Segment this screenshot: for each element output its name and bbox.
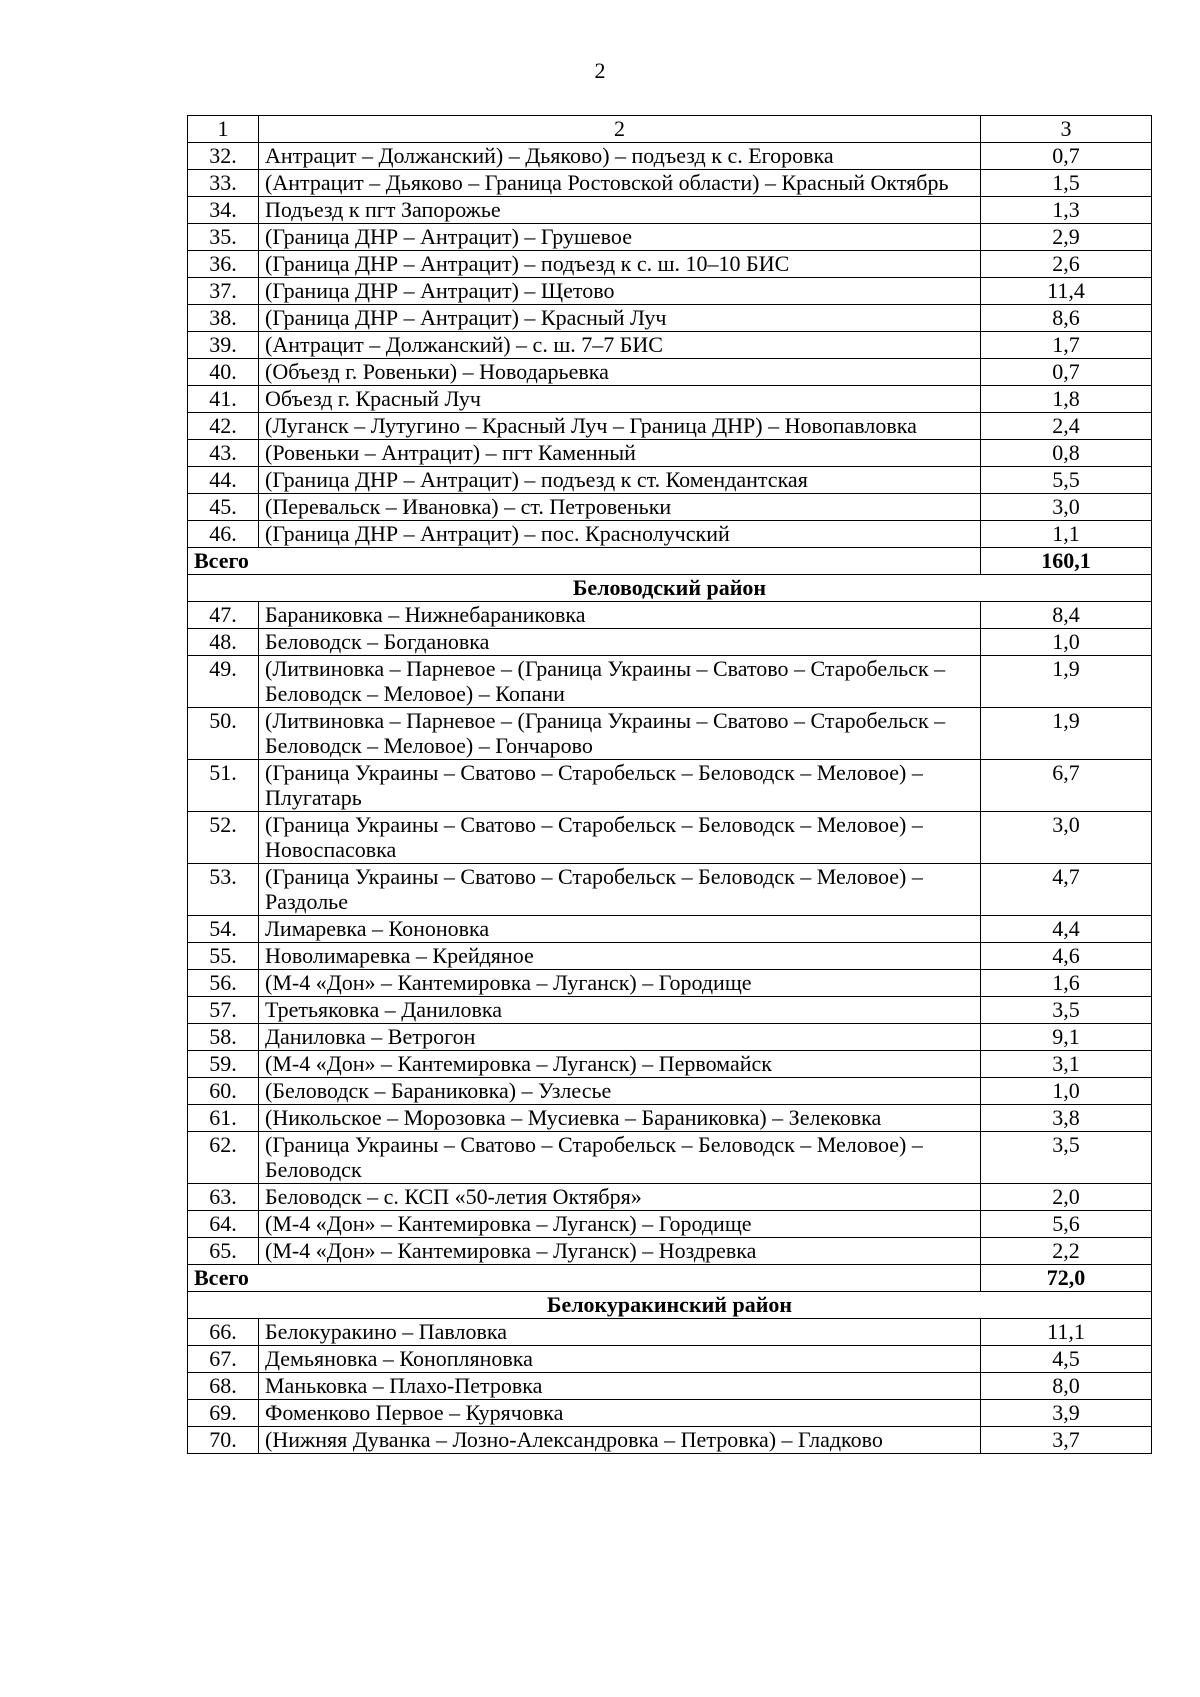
road-name: Подъезд к пгт Запорожье <box>259 197 981 224</box>
road-name: (Беловодск – Бараниковка) – Узлесье <box>259 1078 981 1105</box>
table-row <box>188 1024 1152 1051</box>
total-row <box>188 1265 1152 1292</box>
row-number: 67. <box>188 1346 259 1373</box>
table-row <box>188 494 1152 521</box>
section-header-row <box>188 575 1152 602</box>
table-row <box>188 1427 1152 1454</box>
row-number: 66. <box>188 1319 259 1346</box>
row-number: 65. <box>188 1238 259 1265</box>
road-name: (М-4 «Дон» – Кантемировка – Луганск) – Первомайск <box>259 1051 981 1078</box>
row-number: 34. <box>188 197 259 224</box>
row-number: 57. <box>188 997 259 1024</box>
road-length: 1,6 <box>981 970 1152 997</box>
row-number: 61. <box>188 1105 259 1132</box>
row-number: 47. <box>188 602 259 629</box>
road-length: 2,2 <box>981 1238 1152 1265</box>
table-row <box>188 1132 1152 1184</box>
row-number: 44. <box>188 467 259 494</box>
row-number: 52. <box>188 812 259 864</box>
road-name: Лимаревка – Кононовка <box>259 916 981 943</box>
column-index-1: 1 <box>188 116 259 143</box>
road-name: (М-4 «Дон» – Кантемировка – Луганск) – Городище <box>259 970 981 997</box>
column-index-3: 3 <box>981 116 1152 143</box>
table-row <box>188 197 1152 224</box>
table-row <box>188 997 1152 1024</box>
road-name: (Граница ДНР – Антрацит) – пос. Краснолучский <box>259 521 981 548</box>
road-name: Третьяковка – Даниловка <box>259 997 981 1024</box>
road-length: 2,6 <box>981 251 1152 278</box>
row-number: 48. <box>188 629 259 656</box>
table-row <box>188 170 1152 197</box>
row-number: 37. <box>188 278 259 305</box>
section-header-row <box>188 1292 1152 1319</box>
road-length: 11,4 <box>981 278 1152 305</box>
road-name: (Граница ДНР – Антрацит) – подъезд к ст. Комендантская <box>259 467 981 494</box>
road-length: 5,5 <box>981 467 1152 494</box>
total-label: Всего <box>188 1265 981 1292</box>
road-name: (Антрацит – Дьяково – Граница Ростовской области) – Красный Октябрь <box>259 170 981 197</box>
table-row <box>188 413 1152 440</box>
table-row <box>188 864 1152 916</box>
road-length: 4,6 <box>981 943 1152 970</box>
table-row <box>188 1238 1152 1265</box>
road-name: Новолимаревка – Крейдяное <box>259 943 981 970</box>
road-name: (Граница ДНР – Антрацит) – Щетово <box>259 278 981 305</box>
row-number: 56. <box>188 970 259 997</box>
row-number: 42. <box>188 413 259 440</box>
total-label: Всего <box>188 548 981 575</box>
road-name: (Граница Украины – Сватово – Старобельск – Беловодск – Меловое) – Плугатарь <box>259 760 981 812</box>
table-row <box>188 812 1152 864</box>
road-name: (Литвиновка – Парневое – (Граница Украины – Сватово – Старобельск – Беловодск – Меловое) – Гончарово <box>259 708 981 760</box>
road-name: Даниловка – Ветрогон <box>259 1024 981 1051</box>
road-name: Белокуракино – Павловка <box>259 1319 981 1346</box>
table-row <box>188 1051 1152 1078</box>
row-number: 58. <box>188 1024 259 1051</box>
road-length: 1,0 <box>981 1078 1152 1105</box>
row-number: 32. <box>188 143 259 170</box>
road-length: 2,4 <box>981 413 1152 440</box>
road-length: 9,1 <box>981 1024 1152 1051</box>
table-row <box>188 1184 1152 1211</box>
table-row <box>188 332 1152 359</box>
road-length: 11,1 <box>981 1319 1152 1346</box>
road-name: (Граница Украины – Сватово – Старобельск – Беловодск – Меловое) – Беловодск <box>259 1132 981 1184</box>
road-length: 4,7 <box>981 864 1152 916</box>
row-number: 45. <box>188 494 259 521</box>
road-length: 1,3 <box>981 197 1152 224</box>
road-name: (Ровеньки – Антрацит) – пгт Каменный <box>259 440 981 467</box>
row-number: 40. <box>188 359 259 386</box>
road-name: (Объезд г. Ровеньки) – Новодарьевка <box>259 359 981 386</box>
road-name: (Луганск – Лутугино – Красный Луч – Граница ДНР) – Новопавловка <box>259 413 981 440</box>
road-name: (Никольское – Морозовка – Мусиевка – Бараниковка) – Зелековка <box>259 1105 981 1132</box>
table-row <box>188 143 1152 170</box>
row-number: 43. <box>188 440 259 467</box>
district-title: Беловодский район <box>188 575 1152 602</box>
row-number: 60. <box>188 1078 259 1105</box>
road-length: 3,1 <box>981 1051 1152 1078</box>
road-name: (Литвиновка – Парневое – (Граница Украины – Сватово – Старобельск – Беловодск – Меловое) – Копани <box>259 656 981 708</box>
table-row <box>188 1211 1152 1238</box>
road-length: 4,5 <box>981 1346 1152 1373</box>
table-row <box>188 1373 1152 1400</box>
road-length: 8,6 <box>981 305 1152 332</box>
table-row <box>188 278 1152 305</box>
row-number: 54. <box>188 916 259 943</box>
road-length: 0,8 <box>981 440 1152 467</box>
road-length: 5,6 <box>981 1211 1152 1238</box>
table-row <box>188 521 1152 548</box>
table-row <box>188 467 1152 494</box>
row-number: 51. <box>188 760 259 812</box>
table-row <box>188 1346 1152 1373</box>
district-title: Белокуракинский район <box>188 1292 1152 1319</box>
table-row <box>188 224 1152 251</box>
road-name: (Антрацит – Должанский) – с. ш. 7–7 БИС <box>259 332 981 359</box>
table-row <box>188 629 1152 656</box>
road-length: 8,0 <box>981 1373 1152 1400</box>
row-number: 49. <box>188 656 259 708</box>
total-value: 72,0 <box>981 1265 1152 1292</box>
total-value: 160,1 <box>981 548 1152 575</box>
table-body <box>188 143 1152 1454</box>
road-length: 3,9 <box>981 1400 1152 1427</box>
table-row <box>188 386 1152 413</box>
table-row <box>188 943 1152 970</box>
road-list-table <box>187 115 1152 1454</box>
row-number: 33. <box>188 170 259 197</box>
road-name: (Граница ДНР – Антрацит) – Грушевое <box>259 224 981 251</box>
road-length: 1,0 <box>981 629 1152 656</box>
road-length: 0,7 <box>981 359 1152 386</box>
road-length: 1,9 <box>981 708 1152 760</box>
row-number: 46. <box>188 521 259 548</box>
road-length: 6,7 <box>981 760 1152 812</box>
road-name: Беловодск – с. КСП «50-летия Октября» <box>259 1184 981 1211</box>
table-row <box>188 1319 1152 1346</box>
road-length: 3,5 <box>981 1132 1152 1184</box>
road-name: (Граница ДНР – Антрацит) – подъезд к с. ш. 10–10 БИС <box>259 251 981 278</box>
row-number: 35. <box>188 224 259 251</box>
road-name: Фоменково Первое – Курячовка <box>259 1400 981 1427</box>
column-index-2: 2 <box>259 116 981 143</box>
row-number: 70. <box>188 1427 259 1454</box>
road-name: (М-4 «Дон» – Кантемировка – Луганск) – Ноздревка <box>259 1238 981 1265</box>
table-row <box>188 708 1152 760</box>
table-row <box>188 1078 1152 1105</box>
table-row <box>188 970 1152 997</box>
row-number: 62. <box>188 1132 259 1184</box>
row-number: 50. <box>188 708 259 760</box>
road-length: 3,7 <box>981 1427 1152 1454</box>
column-number-row <box>188 116 1152 143</box>
road-length: 3,5 <box>981 997 1152 1024</box>
road-length: 4,4 <box>981 916 1152 943</box>
table-row <box>188 760 1152 812</box>
row-number: 63. <box>188 1184 259 1211</box>
road-name: (Нижняя Дуванка – Лозно-Александровка – Петровка) – Гладково <box>259 1427 981 1454</box>
road-name: Антрацит – Должанский) – Дьяково) – подъезд к с. Егоровка <box>259 143 981 170</box>
table-row <box>188 359 1152 386</box>
road-name: (Перевальск – Ивановка) – ст. Петровеньки <box>259 494 981 521</box>
page-number: 2 <box>594 58 606 83</box>
row-number: 64. <box>188 1211 259 1238</box>
row-number: 39. <box>188 332 259 359</box>
road-length: 2,9 <box>981 224 1152 251</box>
road-length: 1,5 <box>981 170 1152 197</box>
table-row <box>188 1400 1152 1427</box>
row-number: 36. <box>188 251 259 278</box>
table-row <box>188 656 1152 708</box>
road-name: Маньковка – Плахо-Петровка <box>259 1373 981 1400</box>
row-number: 69. <box>188 1400 259 1427</box>
road-length: 3,0 <box>981 812 1152 864</box>
road-name: Беловодск – Богдановка <box>259 629 981 656</box>
row-number: 59. <box>188 1051 259 1078</box>
road-length: 1,8 <box>981 386 1152 413</box>
row-number: 55. <box>188 943 259 970</box>
road-name: (М-4 «Дон» – Кантемировка – Луганск) – Городище <box>259 1211 981 1238</box>
road-name: Объезд г. Красный Луч <box>259 386 981 413</box>
row-number: 41. <box>188 386 259 413</box>
road-length: 3,0 <box>981 494 1152 521</box>
table-row <box>188 251 1152 278</box>
road-length: 1,1 <box>981 521 1152 548</box>
road-length: 1,9 <box>981 656 1152 708</box>
table-row <box>188 1105 1152 1132</box>
table-row <box>188 602 1152 629</box>
row-number: 38. <box>188 305 259 332</box>
total-row <box>188 548 1152 575</box>
table-row <box>188 440 1152 467</box>
road-name: (Граница Украины – Сватово – Старобельск – Беловодск – Меловое) – Раздолье <box>259 864 981 916</box>
row-number: 53. <box>188 864 259 916</box>
road-length: 3,8 <box>981 1105 1152 1132</box>
road-length: 0,7 <box>981 143 1152 170</box>
road-length: 1,7 <box>981 332 1152 359</box>
road-name: Демьяновка – Конопляновка <box>259 1346 981 1373</box>
table-row <box>188 916 1152 943</box>
road-name: (Граница ДНР – Антрацит) – Красный Луч <box>259 305 981 332</box>
road-name: Бараниковка – Нижнебараниковка <box>259 602 981 629</box>
row-number: 68. <box>188 1373 259 1400</box>
table-row <box>188 305 1152 332</box>
road-name: (Граница Украины – Сватово – Старобельск – Беловодск – Меловое) – Новоспасовка <box>259 812 981 864</box>
road-length: 8,4 <box>981 602 1152 629</box>
road-length: 2,0 <box>981 1184 1152 1211</box>
